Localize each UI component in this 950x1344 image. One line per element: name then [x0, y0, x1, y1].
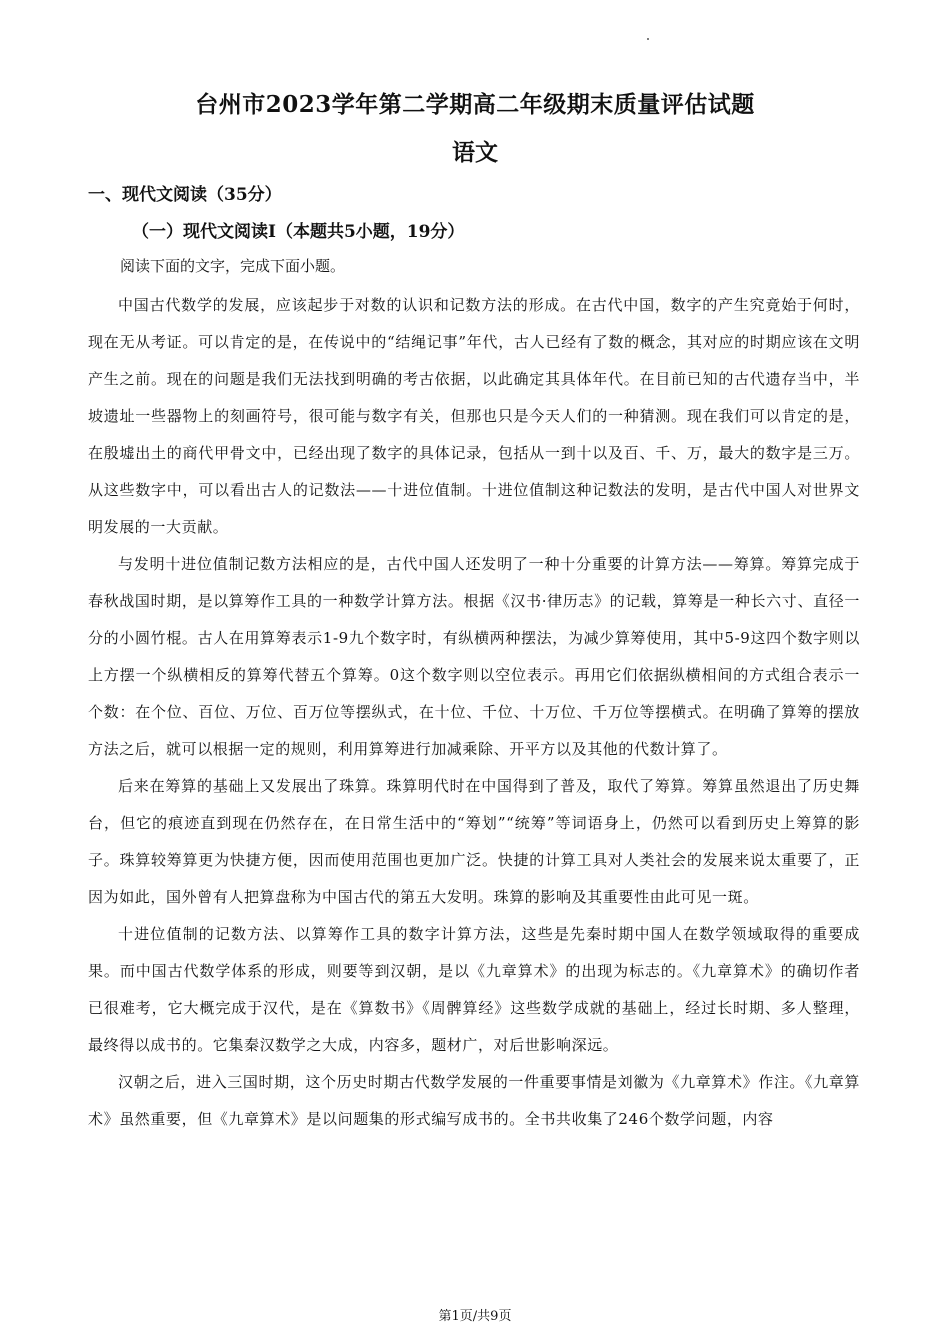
subject-title: 语文	[452, 139, 498, 166]
reading-passage	[88, 287, 860, 1138]
reading-instruction: 阅读下面的文字，完成下面小题。	[120, 257, 346, 275]
passage-paragraph: 中国古代数学的发展，应该起步于对数的认识和记数方法的形成。在古代中国，数字的产生究竟始于何时，现在无从考证。可以肯定的是，在传说中的“结绳记事”年代，古人已经有了数的概念，其对应的时期应该在文明产生之前。现在的问题是我们无法找到明确的考古依据，以此确定其具体年代。在目前已知的古代遗存当中，半坡遗址一些器物上的刻画符号，很可能与数字有关，但那也只是今天人们的一种猜测。现在我们可以肯定的是，在殷墟出土的商代甲骨文中，已经出现了数字的具体记录，包括从一到十以及百、千、万，最大的数字是三万。从这些数字中，可以看出古人的记数法——十进位值制。十进位值制这种记数法的发明，是古代中国人对世界文明发展的一大贡献。	[88, 296, 860, 536]
sub-section-heading: （一）现代文阅读Ⅰ（本题共5小题，19分）	[132, 222, 465, 242]
passage-paragraph: 十进位值制的记数方法、以算筹作工具的数字计算方法，这些是先秦时期中国人在数学领域取得的重要成果。而中国古代数学体系的形成，则要等到汉朝，是以《九章算术》的出现为标志的。《九章算术》的确切作者已很难考，它大概完成于汉代，是在《算数书》《周髀算经》这些数学成就的基础上，经过长时期、多人整理，最终得以成书的。它集秦汉数学之大成，内容多，题材广，对后世影响深远。	[88, 925, 860, 1054]
passage-paragraph: 汉朝之后，进入三国时期，这个历史时期古代数学发展的一件重要事情是刘徽为《九章算术》作注。《九章算术》虽然重要，但《九章算术》是以问题集的形式编写成书的。全书共收集了246个数学问题，内容	[88, 1073, 860, 1128]
passage-paragraph: 后来在筹算的基础上又发展出了珠算。珠算明代时在中国得到了普及，取代了筹算。筹算虽然退出了历史舞台，但它的痕迹直到现在仍然存在，在日常生活中的“筹划”“统筹”等词语身上，仍然可以看到历史上筹算的影子。珠算较筹算更为快捷方便，因而使用范围也更加广泛。快捷的计算工具对人类社会的发展来说太重要了，正因为如此，国外曾有人把算盘称为中国古代的第五大发明。珠算的影响及其重要性由此可见一斑。	[88, 777, 860, 906]
scan-dot	[647, 38, 649, 40]
page-number: 第1页/共9页	[438, 1309, 512, 1324]
exam-title: 台州市2023学年第二学期高二年级期末质量评估试题	[195, 91, 755, 118]
section-heading: 一、现代文阅读（35分）	[88, 185, 282, 205]
passage-paragraph: 与发明十进位值制记数方法相应的是，古代中国人还发明了一种十分重要的计算方法——筹算。筹算完成于春秋战国时期，是以算筹作工具的一种数学计算方法。根据《汉书·律历志》的记载，算筹是一种长六寸、直径一分的小圆竹棍。古人在用算筹表示1-9九个数字时，有纵横两种摆法，为减少算筹使用，其中5-9这四个数字则以上方摆一个纵横相反的算筹代替五个算筹。0这个数字则以空位表示。再用它们依据纵横相间的方式组合表示一个数：在个位、百位、万位、百万位等摆纵式，在十位、千位、十万位、千万位等摆横式。在明确了算筹的摆放方法之后，就可以根据一定的规则，利用算筹进行加减乘除、开平方以及其他的代数计算了。	[88, 555, 860, 758]
